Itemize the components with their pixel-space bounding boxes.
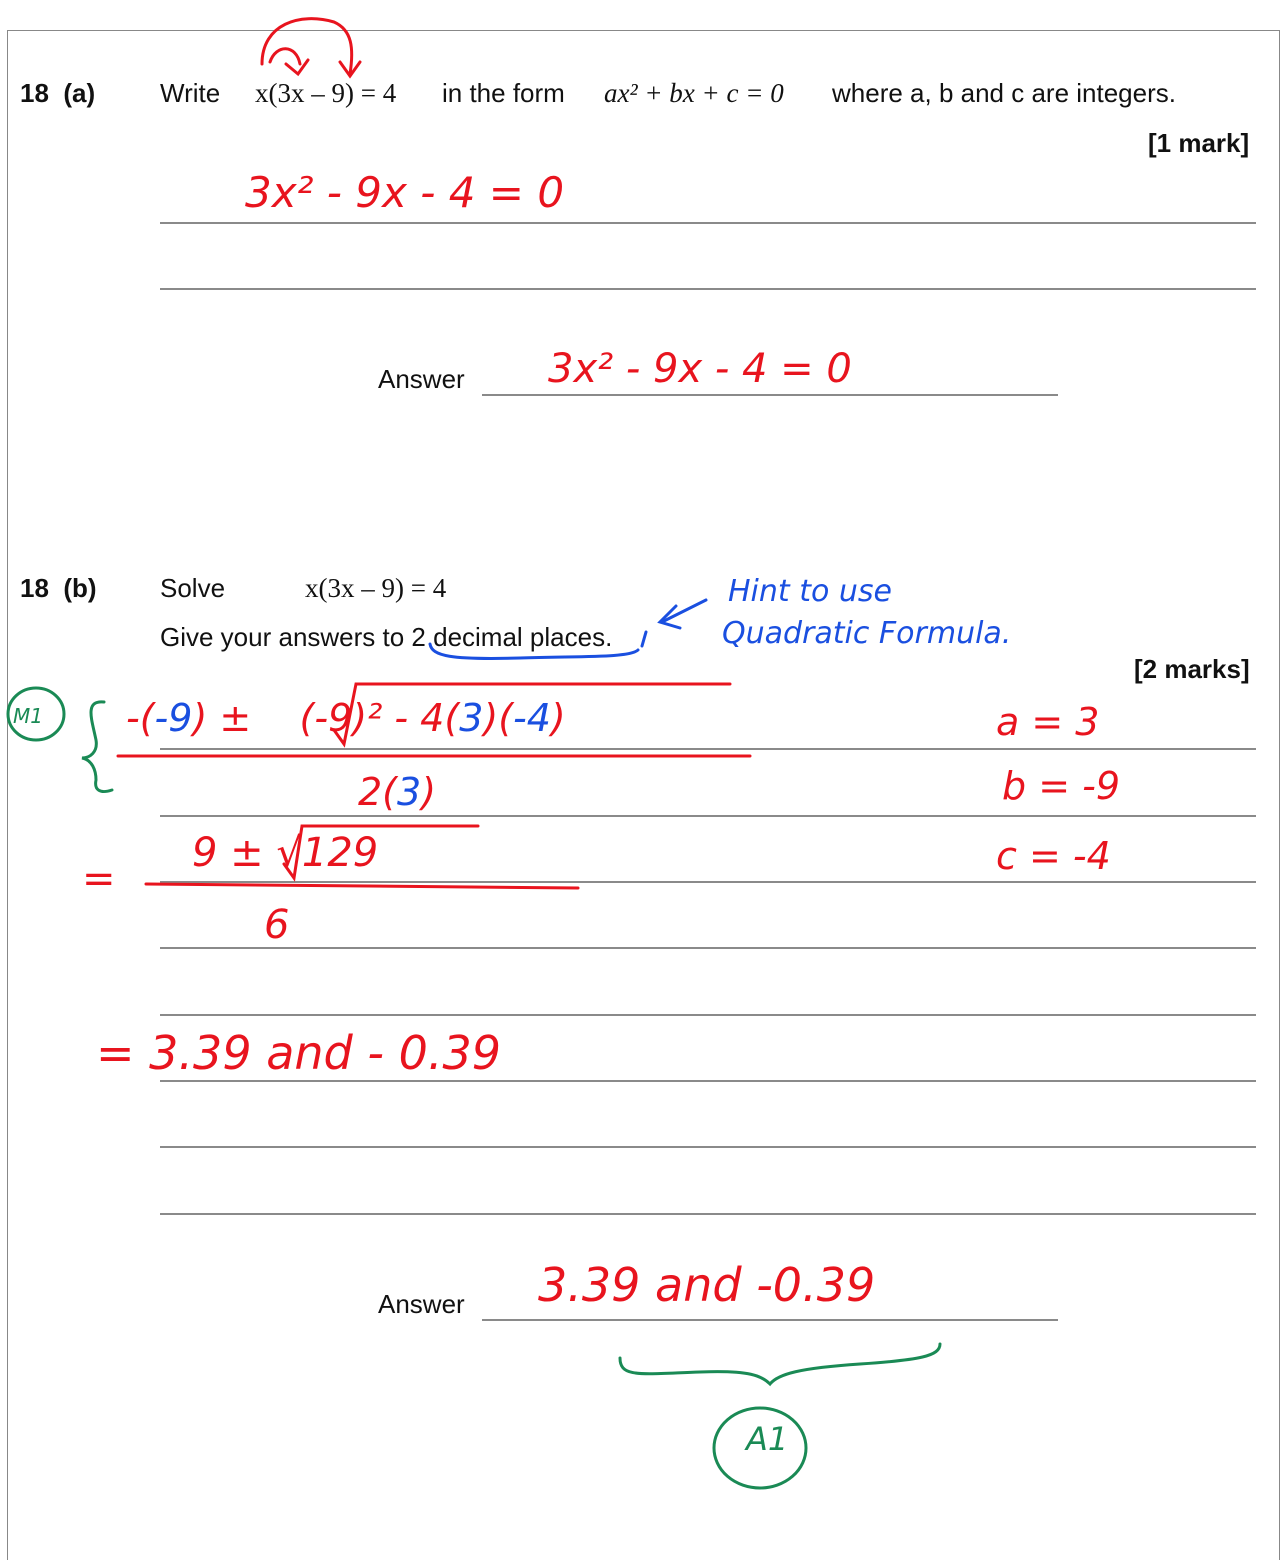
- where-text: where a, b and c are integers.: [832, 78, 1176, 108]
- underline-bracket: [430, 644, 638, 658]
- handwritten-working-a: 3x² - 9x - 4 = 0: [245, 168, 565, 217]
- simplified-numerator: 9 ± √129: [192, 830, 379, 876]
- answer-brace-icon: [620, 1344, 940, 1384]
- a1-circle-icon: [714, 1408, 806, 1488]
- quadratic-formula-denominator: 2(3): [358, 770, 437, 814]
- expand-arrows-icon: [262, 19, 360, 76]
- square-root-icon-2: [284, 826, 478, 878]
- marks-b: [2 marks]: [1134, 654, 1250, 684]
- answer-label-b: Answer: [378, 1289, 465, 1319]
- handwritten-answer-a: 3x² - 9x - 4 = 0: [548, 346, 852, 392]
- bracket-end: [642, 632, 646, 646]
- quadratic-formula-numerator: -(-9) ± (-9)² - 4(3)(-4): [126, 696, 566, 740]
- hint-annotation-line2: Quadratic Formula.: [722, 616, 1012, 651]
- a1-mark: A1: [746, 1420, 789, 1458]
- in-the-form-label: in the form: [442, 78, 565, 108]
- working-result: = 3.39 and - 0.39: [96, 1026, 502, 1080]
- coefficient-b: b = -9: [1002, 764, 1121, 808]
- equals-sign: =: [82, 856, 116, 902]
- question-number-a: 18 (a): [20, 78, 96, 108]
- equation-b: x(3x – 9) = 4: [305, 573, 447, 603]
- instruction-text: Give your answers to 2 decimal places.: [160, 622, 613, 652]
- answer-label-a: Answer: [378, 364, 465, 394]
- equation-a: x(3x – 9) = 4: [255, 78, 397, 108]
- m1-mark: M1: [13, 704, 43, 728]
- fraction-bar-2: [146, 884, 578, 888]
- solve-label: Solve: [160, 573, 226, 603]
- square-root-icon: [334, 684, 730, 744]
- hint-annotation-line1: Hint to use: [728, 574, 892, 609]
- marks-a: [1 mark]: [1148, 128, 1250, 158]
- simplified-denominator: 6: [264, 902, 290, 948]
- coefficient-c: c = -4: [996, 834, 1111, 878]
- coefficient-a: a = 3: [996, 700, 1100, 744]
- write-label: Write: [160, 78, 221, 108]
- hint-arrow-icon: [662, 600, 706, 622]
- target-form: ax² + bx + c = 0: [604, 78, 784, 108]
- m1-circle-icon: [8, 688, 64, 740]
- brace-icon: [82, 702, 112, 792]
- question-number-b: 18 (b): [20, 573, 97, 603]
- handwritten-answer-b: 3.39 and -0.39: [538, 1258, 876, 1312]
